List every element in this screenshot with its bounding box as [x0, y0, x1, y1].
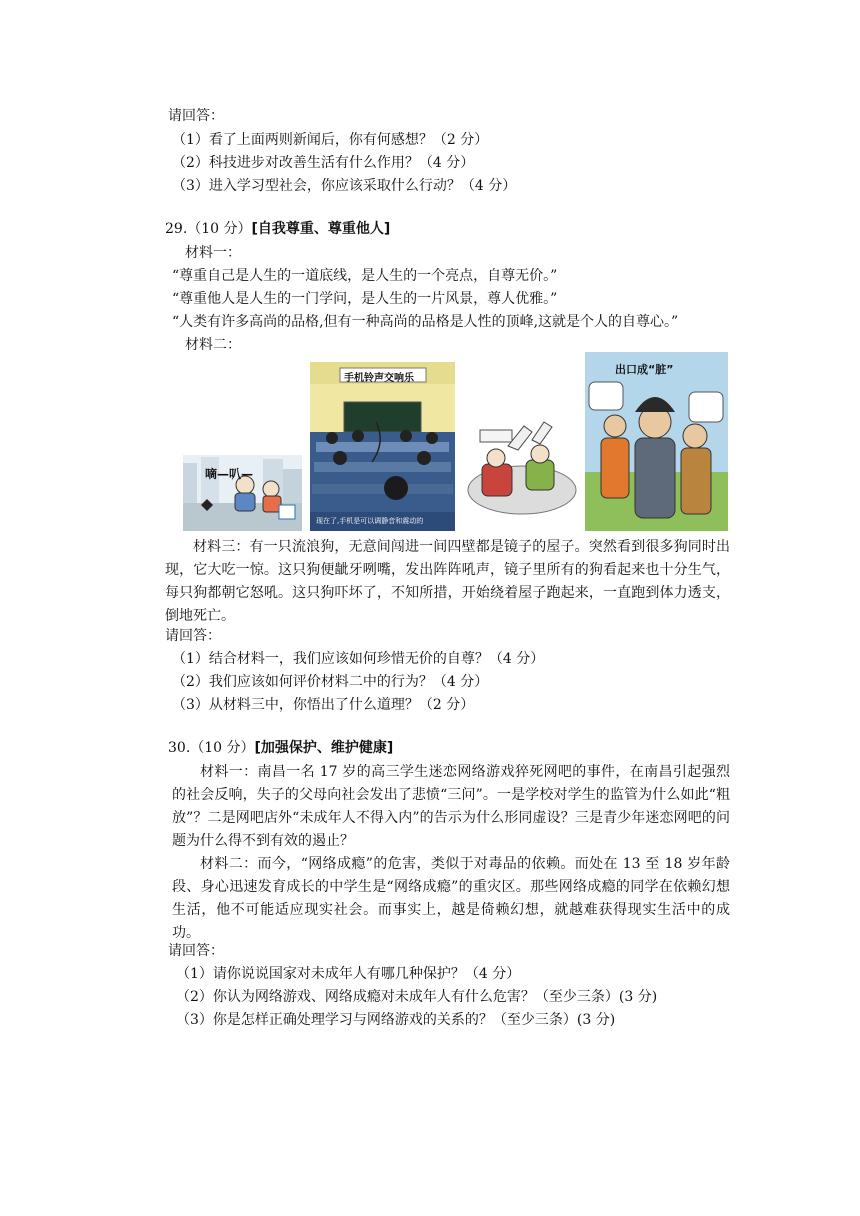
question-item: （3）你是怎样正确处理学习与网络游戏的关系的？（至少三条）(3 分): [176, 1012, 616, 1028]
dirty-words-title: 出口成“脏”: [615, 363, 674, 376]
quote-line: “尊重他人是人生的一门学问，是人生的一片风景，尊人优雅。”: [172, 291, 558, 307]
material-three-text: 材料三：有一只流浪狗，无意间闯进一间四壁都是镜子的屋子。突然看到很多狗同时出现，它大吃一惊。这只狗便龇牙咧嘴，发出阵阵吼声，镜子里所有的狗看起来也十分生气，每只狗都朝它怒吼。这只狗吓坏了，不知所措，开始绕着屋子跑起来，一直跑到体力透支，倒地死亡。: [165, 539, 730, 624]
question-number: 29.（10 分）: [165, 221, 252, 237]
question-item: （2）你认为网络游戏、网络成瘾对未成年人有什么危害？（至少三条）(3 分): [176, 989, 658, 1005]
quote-line: “人类有许多高尚的品格,但有一种高尚的品格是人性的顶峰,这就是个人的自尊心。”: [172, 314, 679, 330]
question-topic: [自我尊重、尊重他人]: [251, 221, 391, 237]
cartoon-feet-on-seat-image: [462, 410, 580, 520]
question-heading: [165, 219, 390, 239]
cartoon-dirty-words-image: [585, 352, 728, 531]
question-item: （1）结合材料一，我们应该如何珍惜无价的自尊？（4 分）: [172, 651, 545, 667]
question-item: （1）请你说说国家对未成年人有哪几种保护？（4 分）: [176, 966, 521, 982]
question-heading: [168, 738, 393, 758]
question-item: （2）科技进步对改善生活有什么作用？（4 分）: [172, 155, 475, 171]
material-one-text: 材料一：南昌一名 17 岁的高三学生迷恋网络游戏猝死网吧的事件，在南昌引起强烈的社会反响，失子的父母向社会发出了悲愤“三问”。一是学校对学生的监管为什么如此“粗放”？二是网吧店外“未成年人不得入内”的告示为什么形同虚设？三是青少年迷恋网吧的问题为什么得不到有效的遏止？: [172, 764, 730, 849]
material-two-text: 材料二：而今，“网络成瘾”的危害，类似于对毒品的依赖。而处在 13 至 18 岁年龄段、身心迅速发育成长的中学生是“网络成瘾”的重灾区。那些网络成瘾的同学在依赖幻想生活，他不可能适应现实社会。而事实上，越是倚赖幻想，就越难获得现实生活中的成功。: [172, 856, 730, 941]
answer-label: 请回答：: [165, 628, 221, 644]
material-paragraph: [165, 536, 730, 628]
ringtone-caption-text: 现在了,手机是可以调静音和震动的: [316, 517, 424, 525]
material-label: 材料二：: [185, 337, 241, 353]
cartoon-honking-image: [183, 455, 302, 531]
question-item: （2）我们应该如何评价材料二中的行为？（4 分）: [172, 674, 489, 690]
material-paragraph: [172, 761, 730, 853]
answer-label: 请回答：: [168, 108, 224, 124]
question-number: 30.（10 分）: [168, 740, 255, 756]
question-item: （3）进入学习型社会，你应该采取什么行动？（4 分）: [172, 178, 517, 194]
answer-label: 请回答：: [168, 943, 224, 959]
material-label: 材料一：: [185, 245, 241, 261]
ringtone-banner-text: 手机铃声交响乐: [344, 373, 414, 384]
question-item: （3）从材料三中，你悟出了什么道理？（2 分）: [172, 697, 475, 713]
quote-line: “尊重自己是人生的一道底线，是人生的一个亮点，自尊无价。”: [172, 268, 558, 284]
honk-text: 嘀—叭—: [205, 467, 254, 481]
cartoon-ringtone-image: [310, 362, 455, 531]
question-item: （1）看了上面两则新闻后，你有何感想？（2 分）: [172, 132, 489, 148]
material-paragraph: [172, 853, 730, 945]
question-topic: [加强保护、维护健康]: [254, 740, 394, 756]
